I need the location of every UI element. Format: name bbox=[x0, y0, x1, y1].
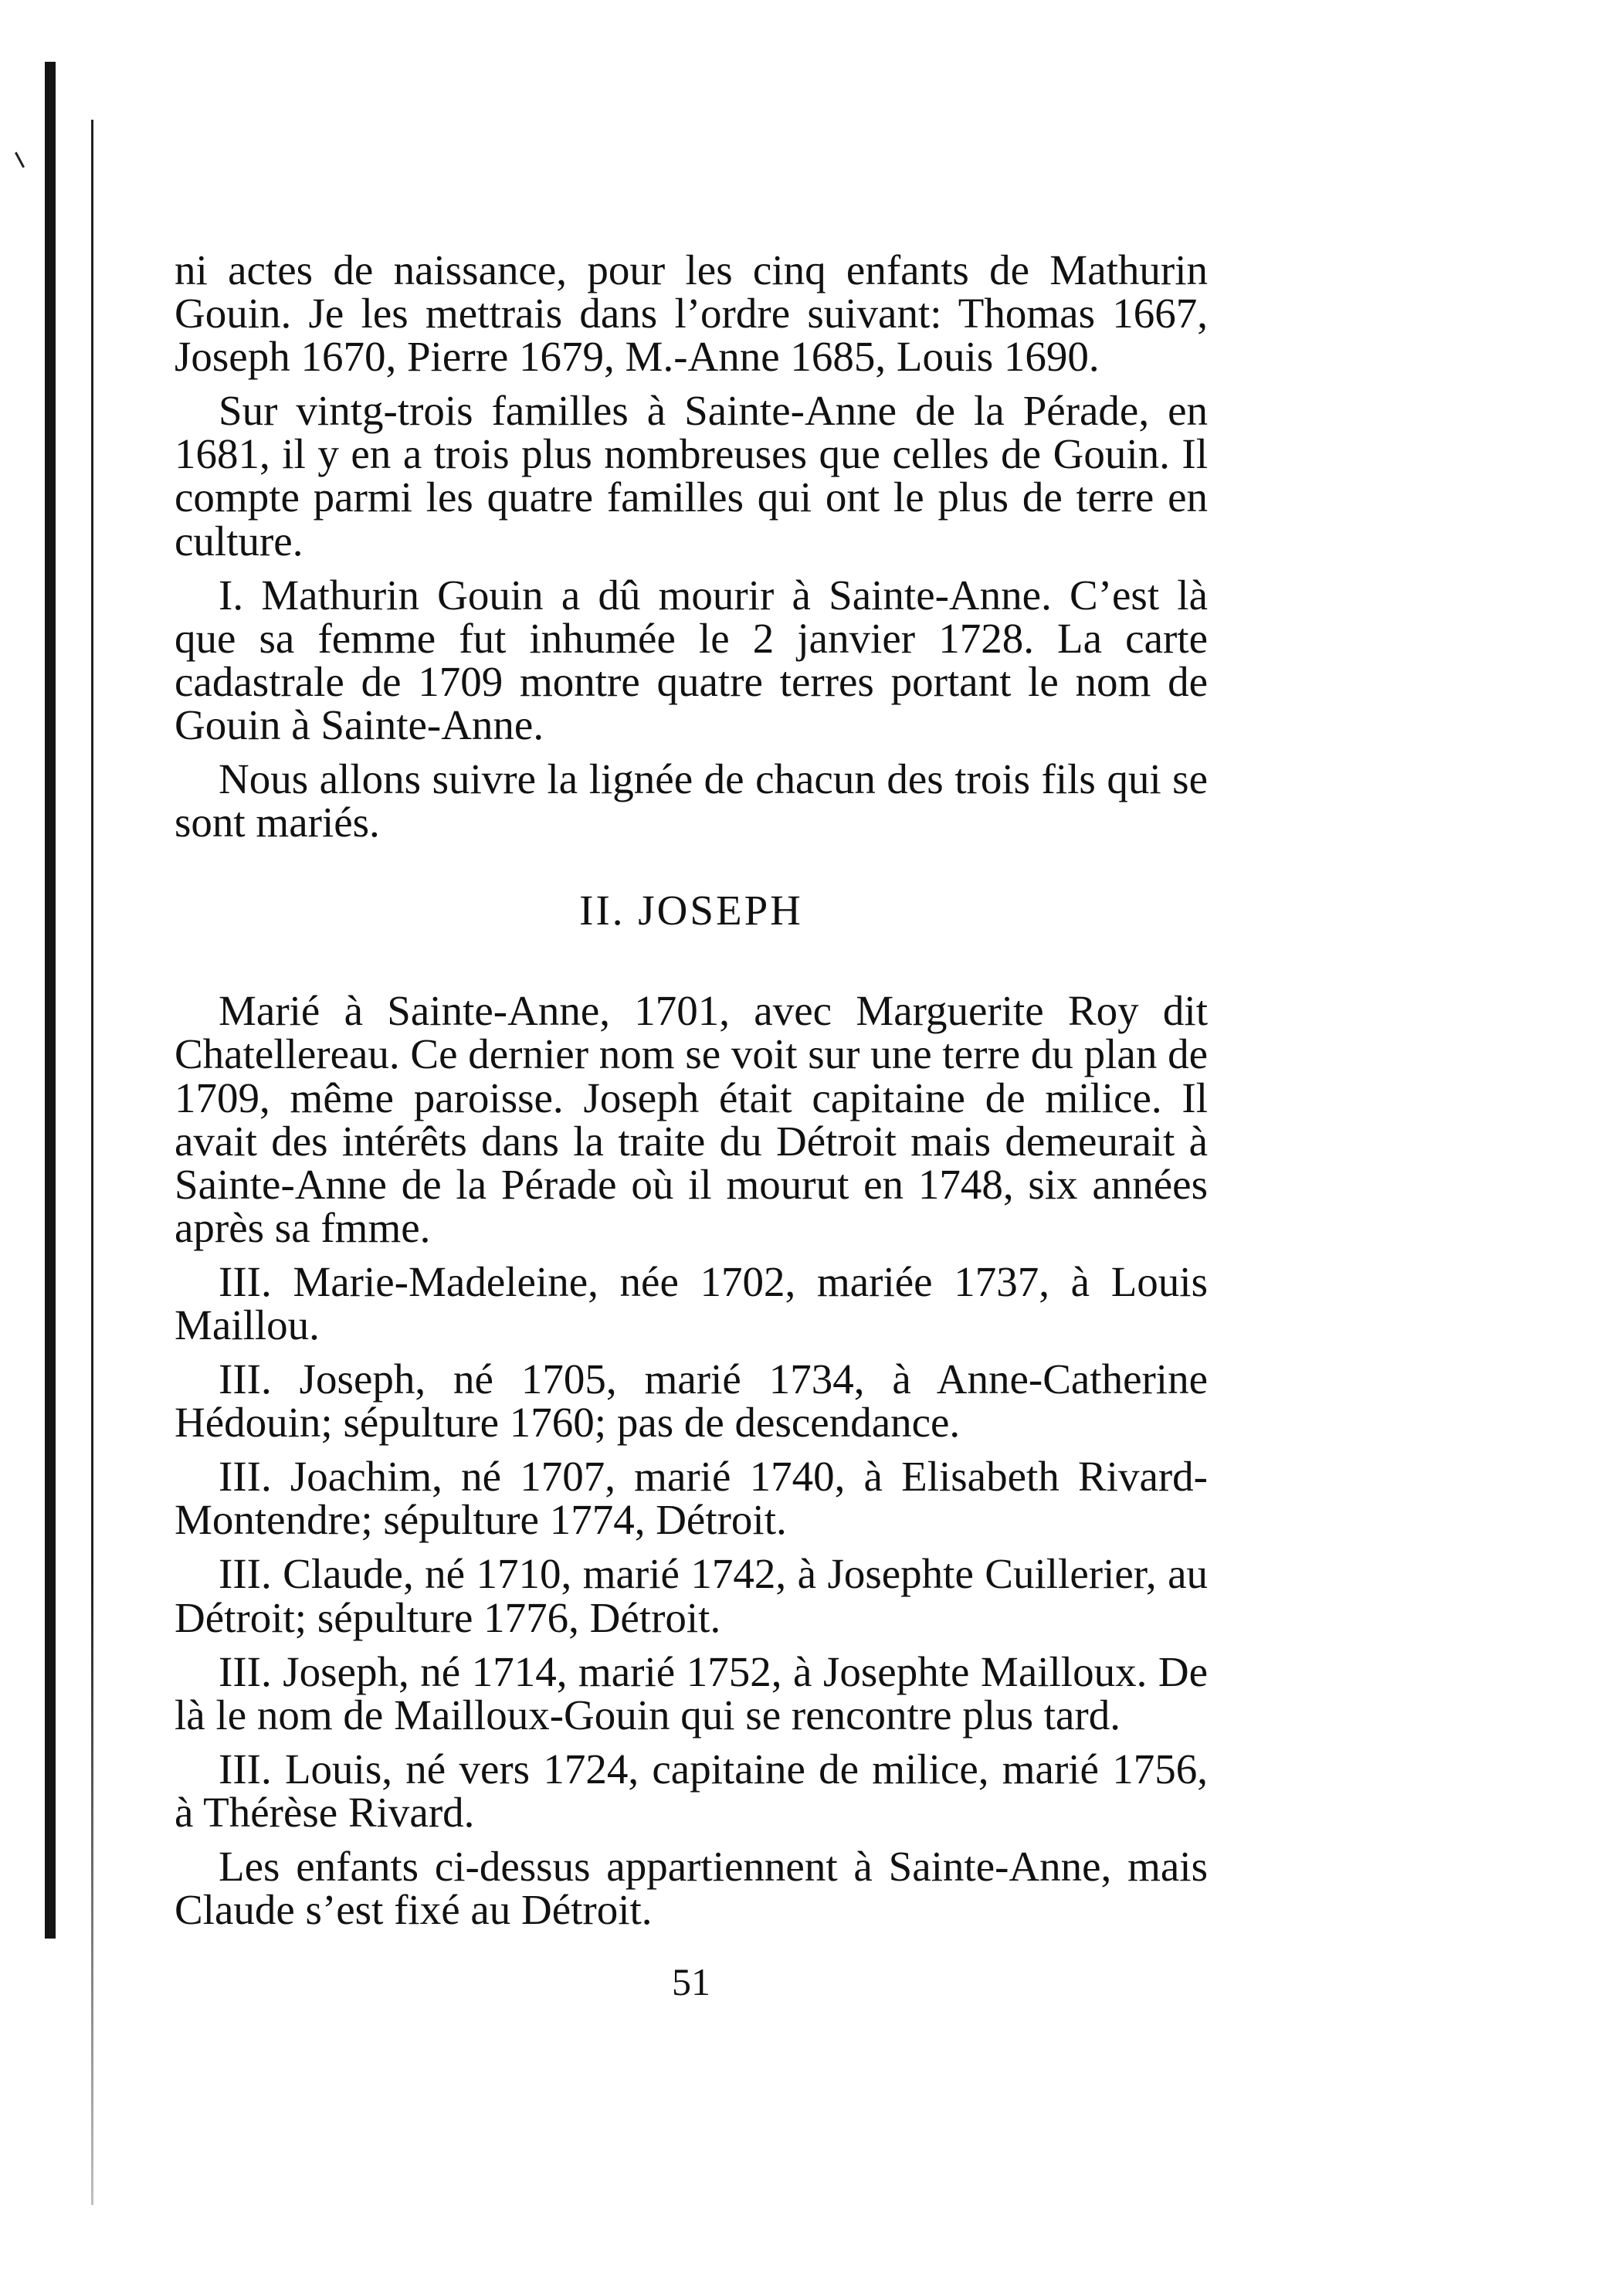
scan-stray-mark bbox=[15, 152, 25, 168]
paragraph-joseph-marriage: Marié à Sainte-Anne, 1701, avec Marguerite Roy dit Chatellereau. Ce dernier nom se voit sur une terre du plan de 1709, même paroisse. Joseph était capitaine de milice. Il avait des intérêts dans la traite du Détroit mais demeurait à Sainte-Anne de la Pérade où il mourut en 1748, six années après sa fmme. bbox=[175, 987, 1208, 1251]
page-number: 51 bbox=[672, 1960, 710, 2003]
page-body bbox=[175, 246, 1208, 1942]
section-heading-joseph: II. JOSEPH bbox=[579, 887, 803, 935]
paragraph-closing: Les enfants ci-dessus appartiennent à Sainte-Anne, mais Claude s’est fixé au Détroit. bbox=[175, 1843, 1208, 1934]
list-item-joseph-1705: III. Joseph, né 1705, marié 1734, à Anne-Catherine Hédouin; sépulture 1760; pas de descendance. bbox=[175, 1355, 1208, 1447]
list-item-joseph-1714: III. Joseph, né 1714, marié 1752, à Josephte Mailloux. De là le nom de Mailloux-Gouin qui se rencontre plus tard. bbox=[175, 1647, 1208, 1739]
page-binding-edge bbox=[45, 62, 56, 1939]
paragraph-continued: ni actes de naissance, pour les cinq enfants de Mathurin Gouin. Je les mettrais dans l’ordre suivant: Thomas 1667, Joseph 1670, Pierre 1679, M.-Anne 1685, Louis 1690. bbox=[175, 246, 1208, 381]
page-binding-shadow bbox=[91, 120, 93, 2205]
paragraph-families-1681: Sur vintg-trois familles à Sainte-Anne de la Pérade, en 1681, il y en a trois plus nombreuses que celles de Gouin. Il compte parmi les quatre familles qui ont le plus de terre en culture. bbox=[175, 387, 1208, 565]
list-item-claude: III. Claude, né 1710, marié 1742, à Josephte Cuillerier, au Détroit; sépulture 1776, Détroit. bbox=[175, 1550, 1208, 1641]
paragraph-lineage-intro: Nous allons suivre la lignée de chacun des trois fils qui se sont mariés. bbox=[175, 755, 1208, 846]
list-item-marie-madeleine: III. Marie-Madeleine, née 1702, mariée 1737, à Louis Maillou. bbox=[175, 1257, 1208, 1348]
list-item-joachim: III. Joachim, né 1707, marié 1740, à Elisabeth Rivard-Montendre; sépulture 1774, Détroit. bbox=[175, 1453, 1208, 1544]
list-item-louis: III. Louis, né vers 1724, capitaine de milice, marié 1756, à Thérèse Rivard. bbox=[175, 1745, 1208, 1836]
paragraph-mathurin-gouin: I. Mathurin Gouin a dû mourir à Sainte-Anne. C’est là que sa femme fut inhumée le 2 janvier 1728. La carte cadastrale de 1709 montre quatre terres portant le nom de Gouin à Sainte-Anne. bbox=[175, 571, 1208, 748]
